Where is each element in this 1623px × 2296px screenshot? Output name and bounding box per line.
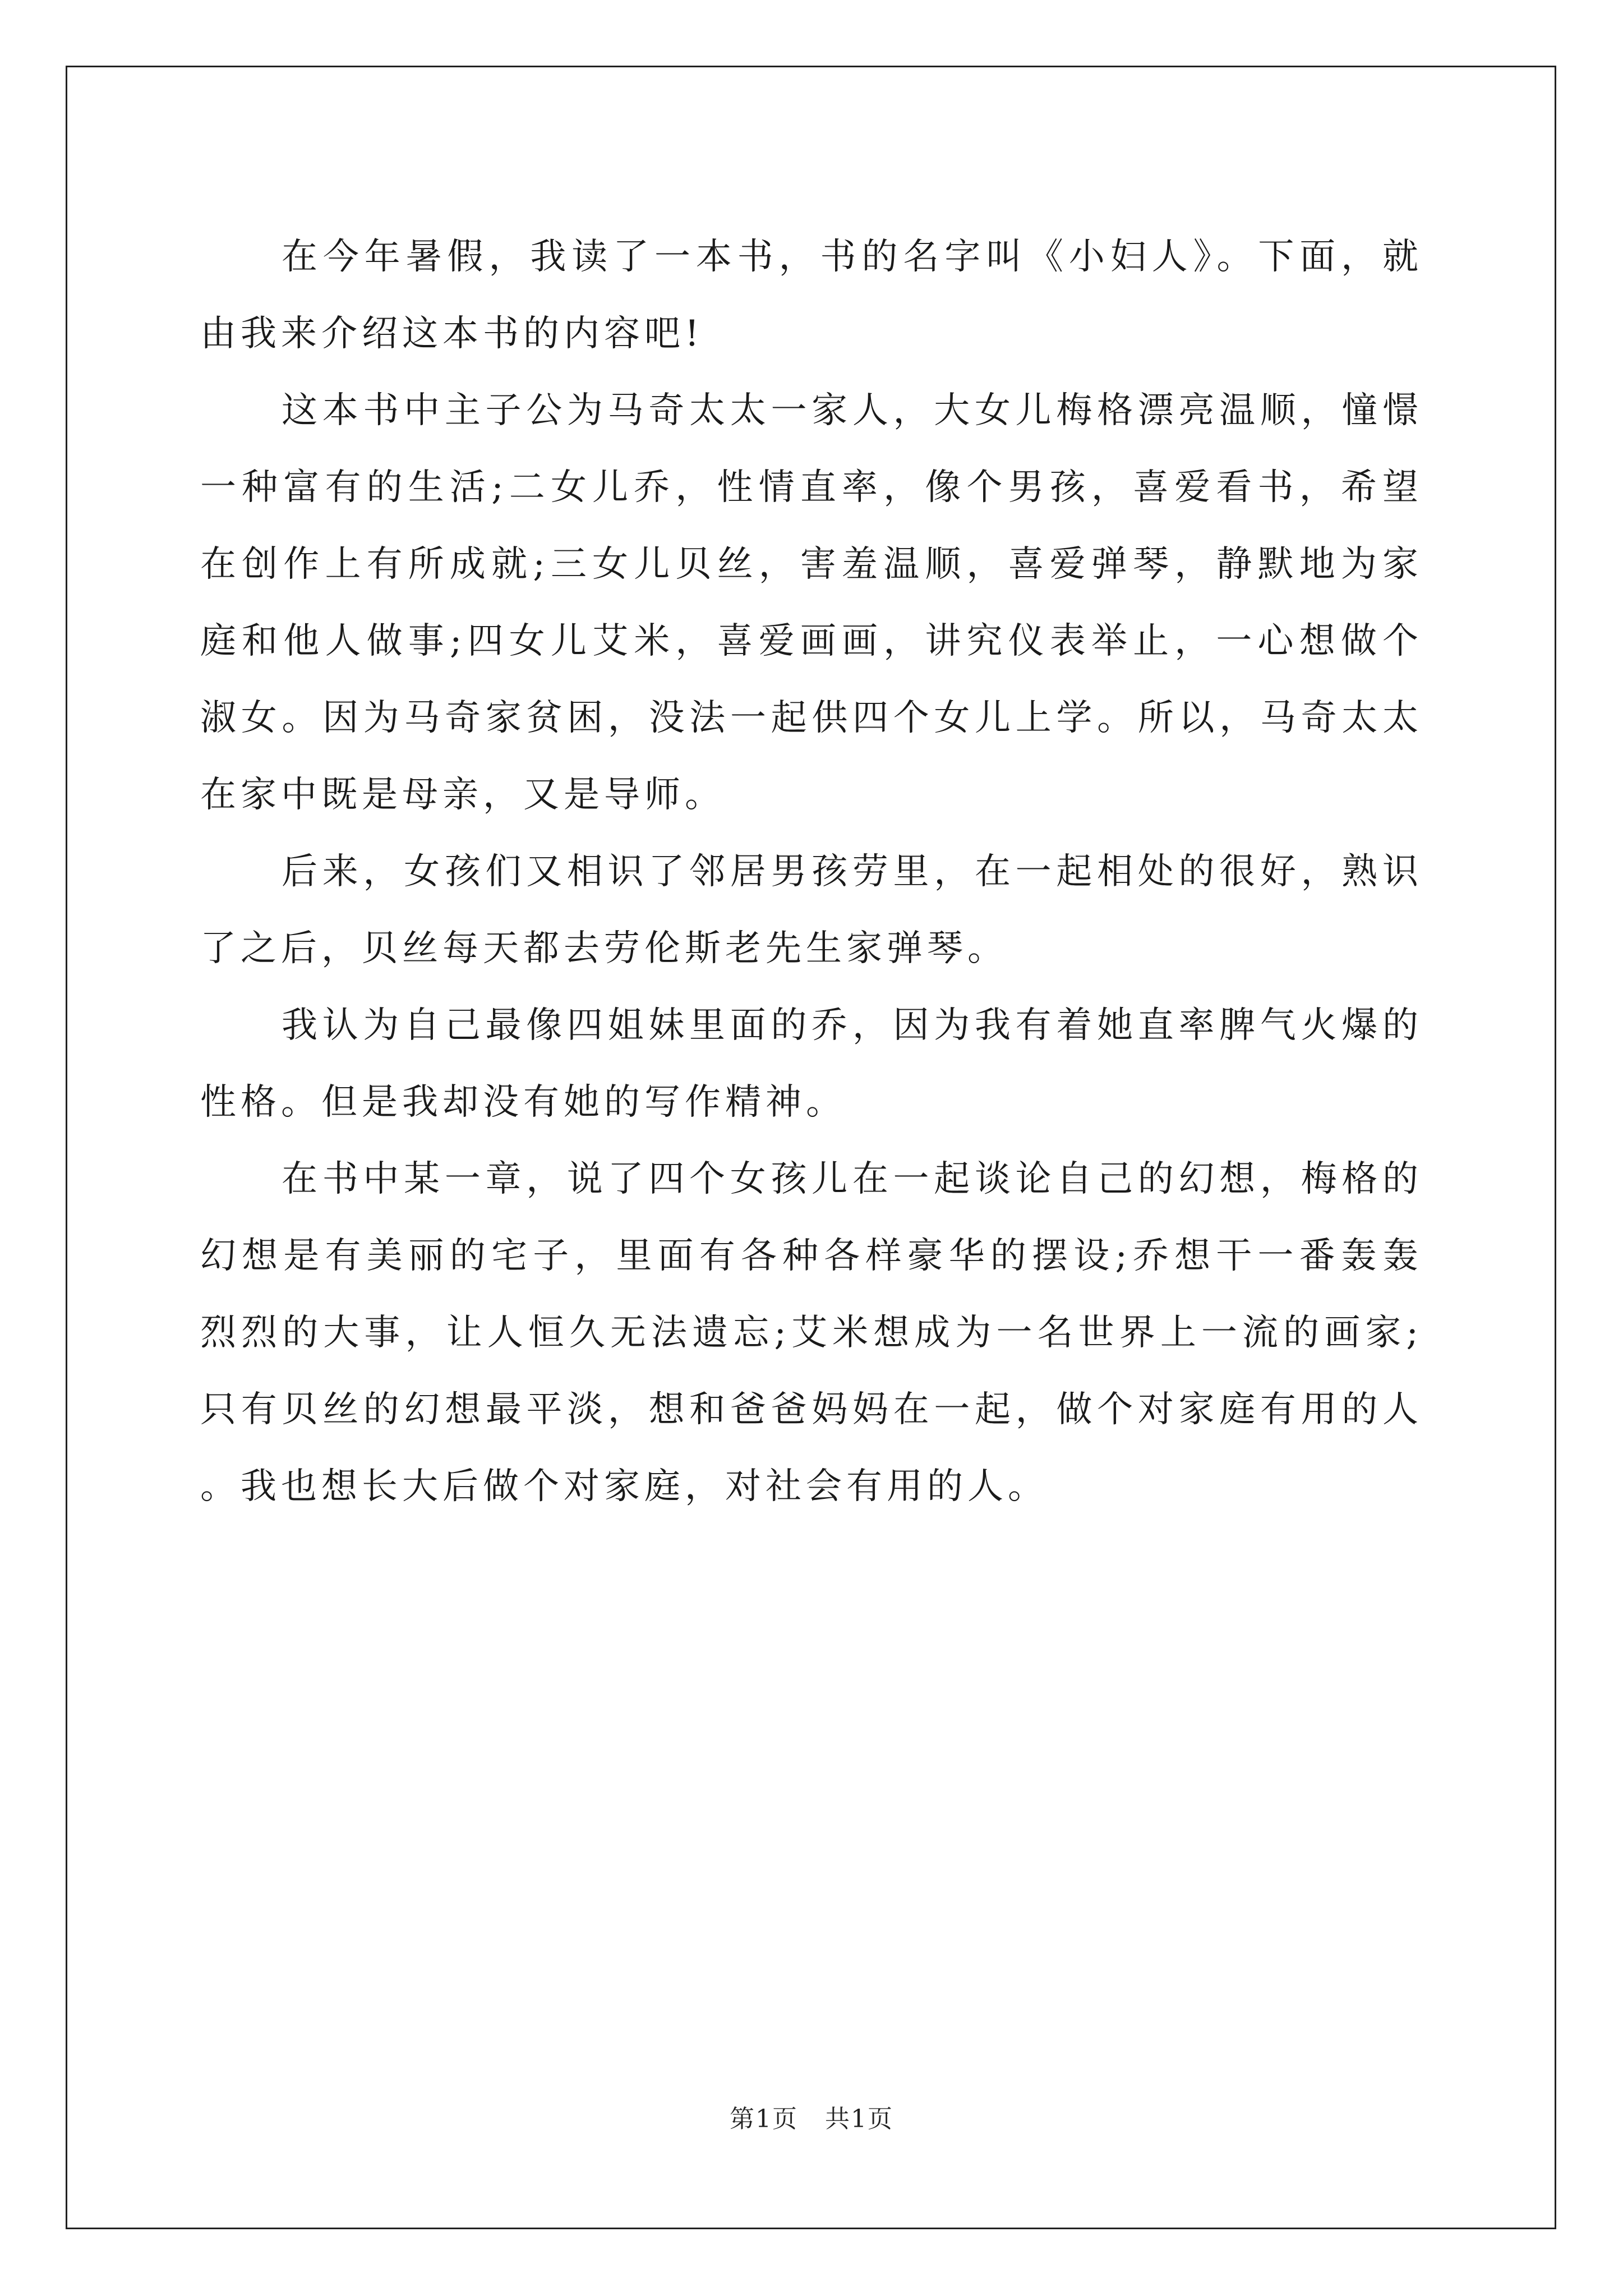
page-footer xyxy=(0,2102,1623,2136)
document-body xyxy=(200,219,1423,1525)
page-total: 共1页 xyxy=(825,2105,893,2133)
page-number: 第1页 xyxy=(730,2105,798,2133)
paragraph-1: 在今年暑假，我读了一本书，书的名字叫《小妇人》。下面，就由我来介绍这本书的内容吧! xyxy=(200,236,1423,355)
paragraph-3: 后来，女孩们又相识了邻居男孩劳里，在一起相处的很好，熟识了之后，贝丝每天都去劳伦斯老先生家弹琴。 xyxy=(200,851,1423,969)
paragraph-2: 这本书中主子公为马奇太太一家人，大女儿梅格漂亮温顺，憧憬一种富有的生活;二女儿乔，性情直率，像个男孩，喜爱看书，希望在创作上有所成就;三女儿贝丝，害羞温顺，喜爱弹琴，静默地为家庭和他人做事;四女儿艾米，喜爱画画，讲究仪表举止，一心想做个淑女。因为马奇家贫困，没法一起供四个女儿上学。所以，马奇太太在家中既是母亲，又是导师。 xyxy=(200,390,1423,816)
paragraph-4: 我认为自己最像四姐妹里面的乔，因为我有着她直率脾气火爆的性格。但是我却没有她的写作精神。 xyxy=(200,1005,1423,1123)
paragraph-5: 在书中某一章，说了四个女孩儿在一起谈论自己的幻想，梅格的幻想是有美丽的宅子，里面有各种各样豪华的摆设;乔想干一番轰轰烈烈的大事，让人恒久无法遗忘;艾米想成为一名世界上一流的画家;只有贝丝的幻想最平淡，想和爸爸妈妈在一起，做个对家庭有用的人。我也想长大后做个对家庭，对社会有用的人。 xyxy=(200,1158,1423,1507)
